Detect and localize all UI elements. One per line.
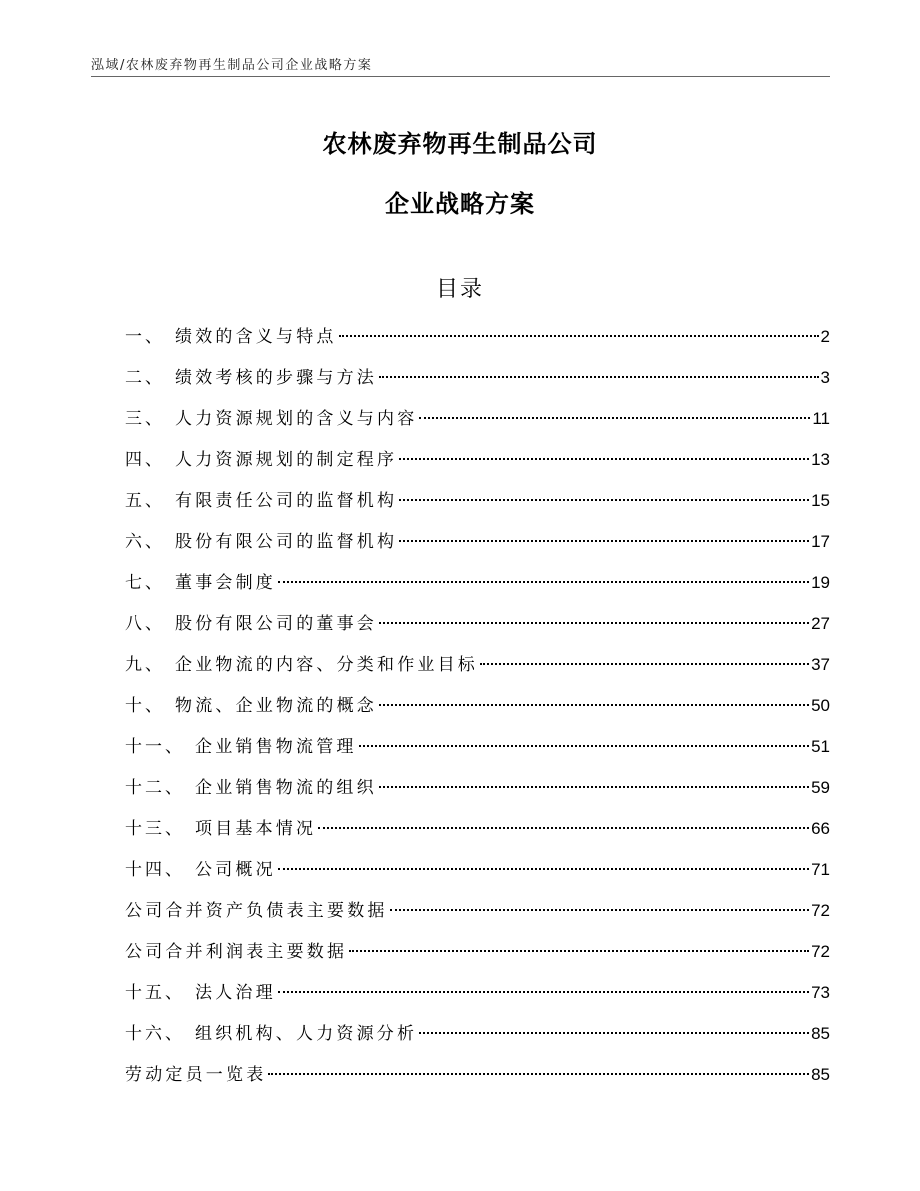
toc-entry-title: 人力资源规划的制定程序 — [175, 450, 398, 470]
toc-entry-number: 七、 — [125, 573, 165, 593]
toc-entry-title: 绩效考核的步骤与方法 — [175, 368, 377, 388]
toc-dot-leader — [379, 376, 819, 378]
toc-dot-leader — [318, 827, 809, 829]
toc-entry-page-number: 13 — [811, 450, 830, 469]
toc-entry-number: 五、 — [125, 491, 165, 511]
toc-entry-title: 董事会制度 — [175, 573, 276, 593]
running-header: 泓域/农林废弃物再生制品公司企业战略方案 — [91, 58, 373, 73]
toc-entry-title: 项目基本情况 — [195, 819, 317, 839]
toc-entry-title: 企业销售物流的组织 — [195, 778, 377, 798]
toc-entry[interactable] — [125, 691, 830, 732]
toc-entry-title: 公司概况 — [195, 860, 276, 880]
toc-entry-page-number: 15 — [811, 491, 830, 510]
toc-entry[interactable] — [125, 773, 830, 814]
toc-dot-leader — [349, 950, 809, 952]
toc-entry-title: 人力资源规划的含义与内容 — [175, 409, 418, 429]
toc-entry-number: 十三、 — [125, 819, 185, 839]
toc-entry[interactable] — [125, 445, 830, 486]
toc-entry-page-number: 17 — [811, 532, 830, 551]
toc-entry-page-number: 50 — [811, 696, 830, 715]
toc-entry-page-number: 72 — [811, 942, 830, 961]
toc-entry[interactable] — [125, 1019, 830, 1060]
toc-entry-title: 有限责任公司的监督机构 — [175, 491, 398, 511]
toc-entry-number: 三、 — [125, 409, 165, 429]
toc-dot-leader — [399, 540, 809, 542]
toc-entry-page-number: 59 — [811, 778, 830, 797]
toc-entry-number: 十四、 — [125, 860, 185, 880]
toc-entry-number: 四、 — [125, 450, 165, 470]
toc-entry-number: 十六、 — [125, 1024, 185, 1044]
toc-entry[interactable] — [125, 322, 830, 363]
toc-entry[interactable] — [125, 814, 830, 855]
toc-entry-page-number: 85 — [811, 1024, 830, 1043]
toc-dot-leader — [419, 417, 810, 419]
toc-dot-leader — [480, 663, 809, 665]
toc-entry-title: 企业物流的内容、分类和作业目标 — [175, 655, 478, 675]
toc-entry-page-number: 2 — [820, 327, 830, 346]
toc-dot-leader — [278, 868, 809, 870]
toc-entry-title: 法人治理 — [195, 983, 276, 1003]
toc-entry-page-number: 3 — [820, 368, 830, 387]
document-subtitle: 企业战略方案 — [385, 190, 535, 218]
toc-entry-title: 企业销售物流管理 — [195, 737, 357, 757]
toc-dot-leader — [339, 335, 819, 337]
toc-dot-leader — [278, 581, 809, 583]
toc-entry-number: 十、 — [125, 696, 165, 716]
toc-entry-title: 物流、企业物流的概念 — [175, 696, 377, 716]
toc-entry-page-number: 37 — [811, 655, 830, 674]
toc-entry-number: 八、 — [125, 614, 165, 634]
toc-dot-leader — [359, 745, 809, 747]
toc-entry-page-number: 66 — [811, 819, 830, 838]
toc-dot-leader — [379, 786, 809, 788]
toc-entry[interactable] — [125, 732, 830, 773]
toc-entry[interactable] — [125, 486, 830, 527]
toc-dot-leader — [399, 458, 809, 460]
toc-entry-page-number: 11 — [812, 409, 830, 428]
toc-entry-title: 绩效的含义与特点 — [175, 327, 337, 347]
toc-entry-title: 股份有限公司的董事会 — [175, 614, 377, 634]
toc-entry[interactable] — [125, 896, 830, 937]
toc-entry-number: 九、 — [125, 655, 165, 675]
table-of-contents — [125, 322, 830, 1101]
toc-entry-page-number: 72 — [811, 901, 830, 920]
toc-entry[interactable] — [125, 363, 830, 404]
toc-dot-leader — [268, 1073, 809, 1075]
toc-entry-title: 劳动定员一览表 — [125, 1065, 267, 1085]
toc-entry-page-number: 27 — [811, 614, 830, 633]
toc-entry-title: 组织机构、人力资源分析 — [195, 1024, 418, 1044]
toc-entry-number: 六、 — [125, 532, 165, 552]
toc-entry[interactable] — [125, 978, 830, 1019]
toc-dot-leader — [399, 499, 809, 501]
toc-dot-leader — [278, 991, 809, 993]
toc-entry-number: 一、 — [125, 327, 165, 347]
toc-entry[interactable] — [125, 404, 830, 445]
toc-entry-page-number: 71 — [811, 860, 830, 879]
toc-entry-page-number: 85 — [811, 1065, 830, 1084]
toc-entry[interactable] — [125, 1060, 830, 1101]
toc-heading: 目录 — [435, 277, 484, 302]
toc-entry[interactable] — [125, 568, 830, 609]
toc-dot-leader — [379, 622, 809, 624]
toc-dot-leader — [390, 909, 809, 911]
toc-entry-title: 公司合并利润表主要数据 — [125, 942, 348, 962]
document-title: 农林废弃物再生制品公司 — [322, 130, 598, 158]
toc-entry-number: 二、 — [125, 368, 165, 388]
toc-entry[interactable] — [125, 527, 830, 568]
header-divider — [91, 76, 830, 77]
toc-entry[interactable] — [125, 855, 830, 896]
toc-entry-number: 十一、 — [125, 737, 185, 757]
toc-entry-page-number: 19 — [811, 573, 830, 592]
toc-entry[interactable] — [125, 609, 830, 650]
toc-entry-number: 十五、 — [125, 983, 185, 1003]
toc-entry[interactable] — [125, 937, 830, 978]
toc-entry-page-number: 51 — [811, 737, 830, 756]
toc-entry-page-number: 73 — [811, 983, 830, 1002]
toc-entry-title: 股份有限公司的监督机构 — [175, 532, 398, 552]
toc-entry-number: 十二、 — [125, 778, 185, 798]
toc-dot-leader — [379, 704, 809, 706]
toc-dot-leader — [419, 1032, 809, 1034]
toc-entry[interactable] — [125, 650, 830, 691]
toc-entry-title: 公司合并资产负债表主要数据 — [125, 901, 388, 921]
